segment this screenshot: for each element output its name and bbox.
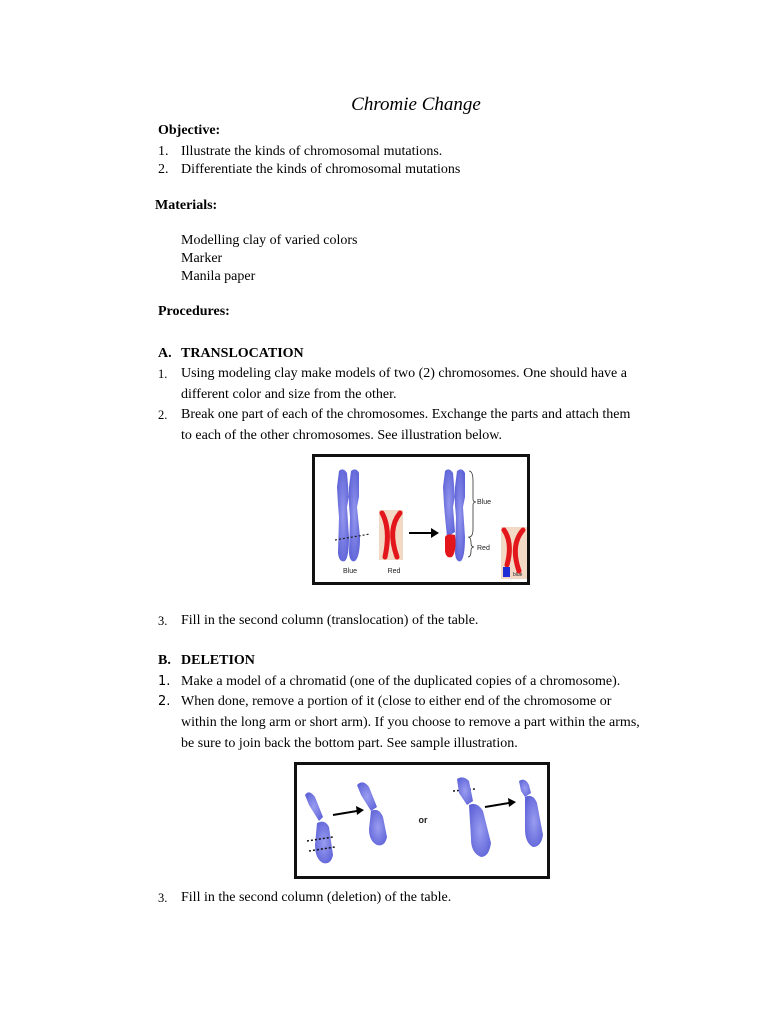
arrow-icon xyxy=(333,806,364,815)
procedures-heading: Procedures: xyxy=(158,304,230,319)
translocation-step-1-line-2: different color and size from the other. xyxy=(181,387,397,402)
deletion-step-2-line-1: When done, remove a portion of it (close to either end of the chromosome or xyxy=(181,694,612,709)
translocation-heading: TRANSLOCATION xyxy=(181,346,304,361)
chromatid-left xyxy=(305,792,333,863)
label-blue: Blue xyxy=(342,568,358,575)
step-number: 2. xyxy=(158,694,171,709)
step-number: 1. xyxy=(158,367,168,381)
objective-heading: Objective: xyxy=(158,123,221,138)
step-number: 1. xyxy=(158,674,171,689)
translocation-step-3: Fill in the second column (translocation) of the table. xyxy=(181,613,479,628)
translocation-step-2-line-2: to each of the other chromosomes. See illustration below. xyxy=(181,428,503,443)
translocation-step-1-line-1: Using modeling clay make models of two (2) chromosomes. One should have a xyxy=(181,366,627,381)
objective-item-1: Illustrate the kinds of chromosomal mutations. xyxy=(181,144,443,159)
material-item: Marker xyxy=(181,251,223,266)
deletion-heading: DELETION xyxy=(181,653,255,668)
deletion-step-3: Fill in the second column (deletion) of the table. xyxy=(181,890,452,905)
step-number: 3. xyxy=(158,614,168,628)
material-item: Modelling clay of varied colors xyxy=(181,233,358,248)
section-letter: B. xyxy=(158,653,171,668)
deletion-step-2-line-2: within the long arm or short arm). If you choose to remove a part within the arms, xyxy=(181,715,640,730)
translocation-step-2-line-1: Break one part of each of the chromosomes. Exchange the parts and attach them xyxy=(181,407,631,422)
deletion-illustration xyxy=(294,762,550,879)
translocation-diagram xyxy=(315,457,527,582)
translocation-illustration xyxy=(312,454,530,585)
deletion-diagram xyxy=(297,765,547,876)
objective-item-2: Differentiate the kinds of chromosomal mutations xyxy=(181,162,461,177)
red-bracket-icon xyxy=(468,537,474,557)
chromatid-left-result xyxy=(357,782,387,845)
material-item: Manila paper xyxy=(181,269,256,284)
blue-bracket-icon xyxy=(469,471,476,537)
chromatid-right-result xyxy=(519,780,543,847)
materials-heading: Materials: xyxy=(155,198,218,213)
label-or: or xyxy=(418,815,428,825)
deletion-step-1: Make a model of a chromatid (one of the duplicated copies of a chromosome). xyxy=(181,674,621,689)
page-title: Chromie Change xyxy=(351,94,481,115)
objective-item-number: 2. xyxy=(158,162,169,177)
blue-chromosome xyxy=(337,469,360,561)
label-red: Red xyxy=(387,568,401,575)
result-red-chromosome xyxy=(501,527,527,579)
step-number: 2. xyxy=(158,408,168,422)
arrow-icon xyxy=(485,798,516,807)
step-number: 3. xyxy=(158,891,168,905)
deletion-step-2-line-3: be sure to join back the bottom part. See sample illustration. xyxy=(181,736,518,751)
label-blue-tag: blue xyxy=(513,572,523,578)
red-translocated-segment xyxy=(445,534,456,557)
label-red-bracket: Red xyxy=(477,545,490,552)
arrow-icon xyxy=(409,528,439,538)
section-letter: A. xyxy=(158,346,172,361)
red-chromosome xyxy=(379,510,403,560)
objective-item-number: 1. xyxy=(158,144,169,159)
label-blue-bracket: Blue xyxy=(477,499,492,506)
